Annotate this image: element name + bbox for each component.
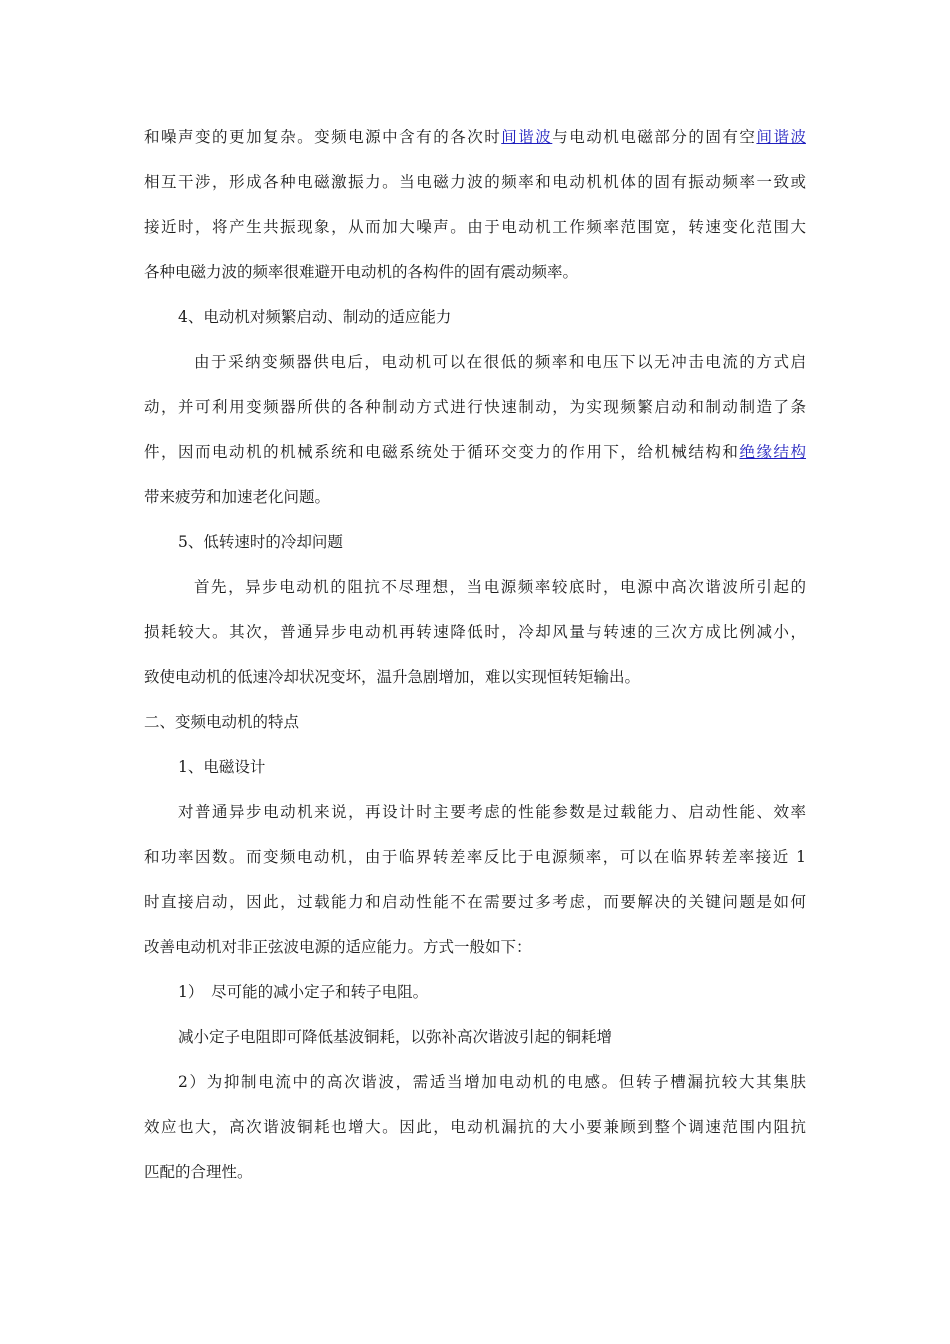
paragraph-line: 改善电动机对非正弦波电源的适应能力。方式一般如下： [144, 938, 532, 956]
paragraph-line: 首先，异步电动机的阻抗不尽理想，当电源频率较底时，电源中高次谐波所引起的 [194, 578, 806, 596]
paragraph-line: 动，并可利用变频器所供的各种制动方式进行快速制动，为实现频繁启动和制动制造了条 [144, 398, 806, 416]
link-interharmonic-2[interactable]: 间谐波 [756, 128, 806, 146]
paragraph-line: 减小定子电阻即可降低基波铜耗，以弥补高次谐波引起的铜耗增 [178, 1028, 613, 1046]
list-item-1: 1） 尽可能的减小定子和转子电阻。 [178, 983, 429, 1001]
subheading-4: 4、电动机对频繁启动、制动的适应能力 [178, 308, 452, 326]
paragraph-line: 致使电动机的低速冷却状况变坏，温升急剧增加，难以实现恒转矩输出。 [144, 668, 641, 686]
list-item-2: 2）为抑制电流中的高次谐波，需适当增加电动机的电感。但转子槽漏抗较大其集肤 [178, 1073, 806, 1091]
paragraph-line: 和功率因数。而变频电动机，由于临界转差率反比于电源频率，可以在临界转差率接近 1 [144, 848, 806, 866]
paragraph-line [144, 126, 806, 148]
subheading-5: 5、低转速时的冷却问题 [178, 533, 343, 551]
paragraph-line: 对普通异步电动机来说，再设计时主要考虑的性能参数是过载能力、启动性能、效率 [178, 803, 806, 821]
link-interharmonic-1[interactable]: 间谐波 [501, 128, 553, 146]
paragraph-line: 效应也大，高次谐波铜耗也增大。因此，电动机漏抗的大小要兼顾到整个调速范围内阻抗 [144, 1118, 806, 1136]
text-span: 与电动机电磁部分的固有空 [552, 128, 757, 146]
paragraph-line: 损耗较大。其次，普通异步电动机再转速降低时，冷却风量与转速的三次方成比例减小， [144, 623, 806, 641]
subheading-1: 1、电磁设计 [178, 758, 266, 776]
paragraph-line: 时直接启动，因此，过载能力和启动性能不在需要过多考虑，而要解决的关键问题是如何 [144, 893, 806, 911]
section-heading-2: 二、变频电动机的特点 [144, 713, 300, 731]
paragraph-line: 相互干涉，形成各种电磁激振力。当电磁力波的频率和电动机机体的固有振动频率一致或 [144, 173, 806, 191]
link-insulation-structure[interactable]: 绝缘结构 [739, 443, 806, 461]
paragraph-line: 接近时，将产生共振现象，从而加大噪声。由于电动机工作频率范围宽，转速变化范围大 [144, 218, 806, 236]
paragraph-line: 由于采纳变频器供电后，电动机可以在很低的频率和电压下以无冲击电流的方式启 [194, 353, 806, 371]
paragraph-line: 带来疲劳和加速老化问题。 [144, 488, 331, 506]
paragraph-line: 匹配的合理性。 [144, 1163, 253, 1181]
text-span: 和噪声变的更加复杂。变频电源中含有的各次时 [144, 128, 502, 146]
paragraph-line [144, 441, 806, 463]
paragraph-line: 各种电磁力波的频率很难避开电动机的各构件的固有震动频率。 [144, 263, 579, 281]
text-span: 件，因而电动机的机械系统和电磁系统处于循环交变力的作用下，给机械结构和 [144, 443, 740, 461]
